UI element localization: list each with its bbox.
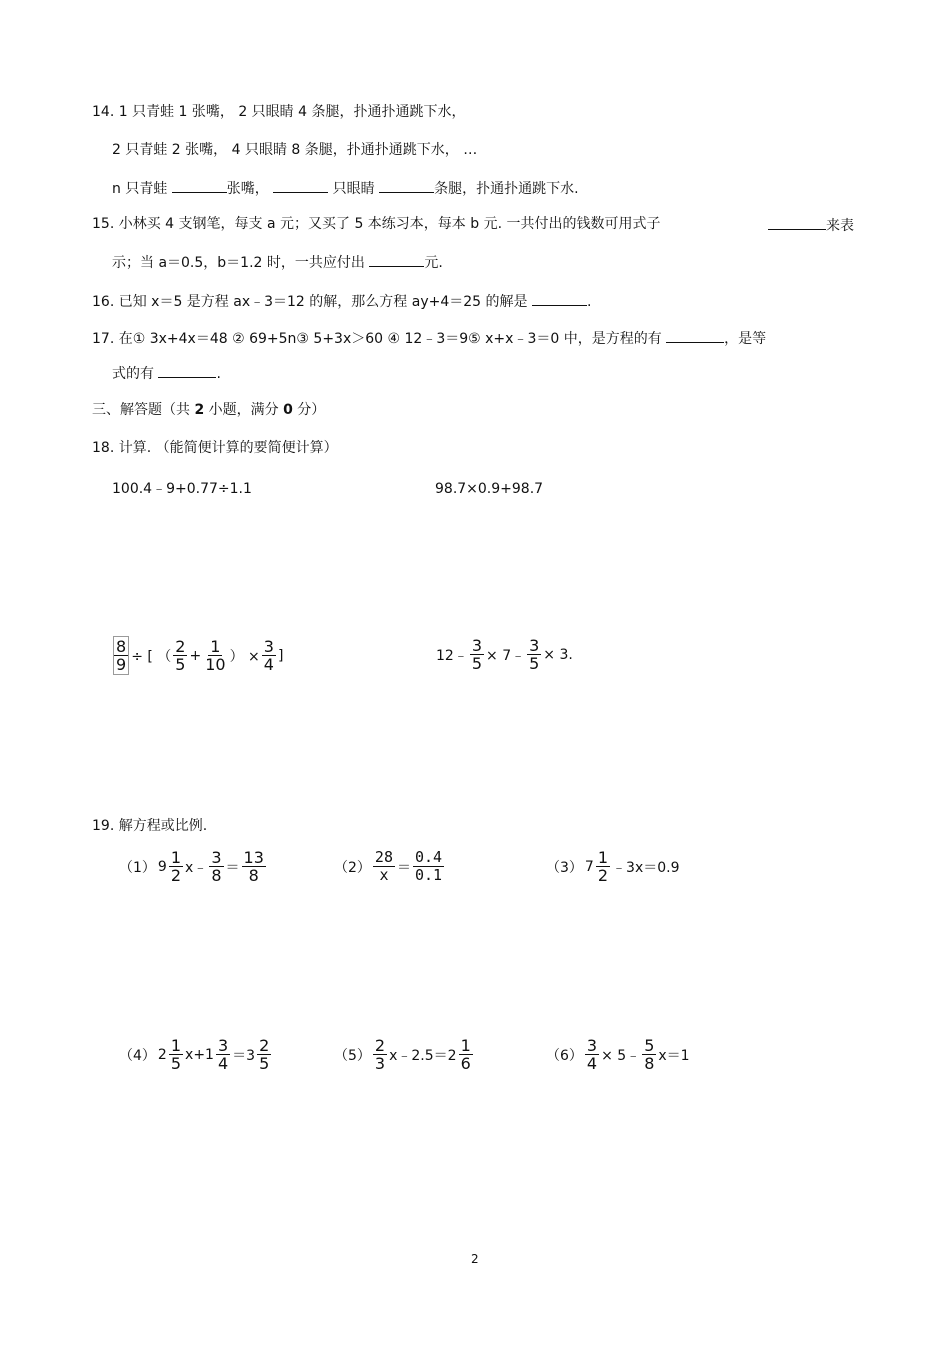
- eq-label: （3）: [546, 859, 583, 876]
- q17-line1-end: ，是等: [724, 331, 767, 347]
- expr-text: × 3.: [543, 646, 573, 663]
- q17-line1: [92, 327, 766, 349]
- q19-eq4: [118, 1037, 272, 1072]
- eq-label: （5）: [334, 1047, 371, 1064]
- numerator: 1: [597, 848, 609, 867]
- q14-line3: [112, 177, 579, 199]
- expr-text: ÷ [ （: [131, 648, 172, 665]
- denominator: 2: [170, 866, 182, 885]
- denominator: 5: [471, 654, 483, 673]
- eq-label: （6）: [546, 1047, 583, 1064]
- fraction: [459, 1037, 473, 1072]
- denominator: 10: [205, 655, 226, 674]
- numerator: 8: [116, 637, 127, 656]
- q19-eq1: [118, 849, 267, 884]
- q17-line2-a: 式的有: [112, 366, 159, 382]
- denominator: 4: [217, 1054, 229, 1073]
- expr-text: × 5﹣: [601, 1047, 641, 1064]
- numerator: 13: [243, 848, 264, 867]
- denominator: x: [379, 866, 389, 884]
- denominator: 4: [263, 655, 274, 674]
- denominator: 8: [211, 866, 222, 885]
- fraction: [373, 849, 395, 884]
- fraction: [113, 636, 129, 675]
- expr-text: ） ×: [229, 648, 260, 665]
- fraction: [373, 1037, 387, 1072]
- answer-blank[interactable]: [666, 327, 724, 343]
- q14-line1: 14. 1 只青蛙 1 张嘴， 2 只眼睛 4 条腿，扑通扑通跳下水，: [92, 104, 466, 120]
- eq-label: （4）: [119, 1047, 156, 1064]
- q18-expr2: 98.7×0.9+98.7: [435, 481, 544, 497]
- expr-text: x＝1: [658, 1047, 690, 1064]
- fraction: [203, 638, 227, 673]
- section-heading-score: 0: [283, 402, 293, 418]
- fraction: [262, 638, 276, 673]
- fraction: [527, 637, 541, 672]
- numerator: 2: [259, 1036, 270, 1055]
- numerator: 2: [175, 637, 186, 656]
- denominator: 5: [175, 655, 186, 674]
- eq-label: （1）: [119, 859, 156, 876]
- q16-text: 16. 已知 x＝5 是方程 ax﹣3＝12 的解，那么方程 ay+4＝25 的解是: [92, 294, 532, 310]
- answer-blank[interactable]: [172, 177, 227, 193]
- numerator: 2: [374, 1036, 386, 1055]
- expr-text: ＝: [396, 859, 411, 876]
- denominator: 8: [644, 1054, 655, 1073]
- numerator: 3: [263, 637, 274, 656]
- fraction: [209, 849, 223, 884]
- expr-text: ＝3: [232, 1047, 256, 1064]
- q14-line3-b: 张嘴，: [226, 181, 274, 197]
- denominator: 4: [586, 1054, 598, 1073]
- fraction: [173, 638, 187, 673]
- numerator: 1: [460, 1036, 471, 1055]
- numerator: 5: [644, 1036, 655, 1055]
- numerator: 1: [170, 1036, 182, 1055]
- numerator: 0.4: [414, 848, 443, 866]
- q19-eq2: [333, 849, 445, 884]
- denominator: 5: [259, 1054, 270, 1073]
- answer-blank[interactable]: [532, 290, 587, 306]
- fraction: [242, 849, 266, 884]
- q18-expr1: 100.4﹣9+0.77÷1.1: [112, 481, 252, 497]
- q18-title: 18. 计算. （能简便计算的要简便计算）: [92, 440, 338, 456]
- denominator: 5: [170, 1054, 182, 1073]
- q14-line2: 2 只青蛙 2 张嘴， 4 只眼睛 8 条腿，扑通扑通跳下水， …: [112, 142, 478, 158]
- numerator: 3: [586, 1036, 598, 1055]
- expr-text: × 7﹣: [486, 647, 526, 664]
- q15-line2-b: 元.: [424, 255, 443, 271]
- answer-blank[interactable]: [768, 214, 826, 230]
- q17-line1-text: 17. 在① 3x+4x＝48 ② 69+5n③ 5+3x＞60 ④ 12﹣3＝9⑤ x+x﹣3＝0 中，是方程的有: [92, 331, 667, 347]
- numerator: 3: [211, 848, 222, 867]
- numerator: 28: [374, 848, 393, 866]
- q15-line2: [112, 251, 443, 273]
- answer-blank[interactable]: [158, 362, 216, 378]
- expr-text: ＝: [225, 859, 240, 876]
- answer-blank[interactable]: [273, 177, 328, 193]
- fraction: [169, 1037, 183, 1072]
- fraction: [169, 849, 183, 884]
- section-heading-b: 小题，满分: [204, 402, 284, 418]
- expr-text: x﹣: [185, 859, 208, 876]
- section-heading-c: 分）: [292, 402, 326, 418]
- answer-blank[interactable]: [369, 251, 424, 267]
- q17-line2: [112, 362, 221, 384]
- fraction: [413, 849, 444, 884]
- q18-expr3: [112, 636, 284, 675]
- fraction: [642, 1037, 656, 1072]
- whole-number: 9: [157, 858, 167, 875]
- q16: [92, 290, 591, 312]
- section-heading: [92, 400, 325, 420]
- numerator: 3: [471, 636, 483, 655]
- expr-text: x﹣2.5＝2: [389, 1047, 457, 1064]
- expr-text: +: [189, 647, 202, 664]
- q14-line3-d: 条腿，扑通扑通跳下水.: [434, 181, 579, 197]
- q15-line1-end-text: 来表: [826, 218, 854, 234]
- answer-blank[interactable]: [379, 177, 434, 193]
- denominator: 9: [116, 655, 127, 674]
- eq-label: （2）: [334, 859, 371, 876]
- whole-number: 7: [584, 858, 594, 875]
- q19-title: 19. 解方程或比例.: [92, 818, 208, 834]
- expr-text: 12﹣: [436, 647, 468, 664]
- q14-line3-a: n 只青蛙: [112, 181, 172, 197]
- q16-end: .: [586, 294, 592, 310]
- expr-text: ]: [277, 647, 284, 664]
- numerator: 3: [529, 636, 540, 655]
- q19-eq6: [545, 1037, 691, 1072]
- denominator: 2: [597, 866, 609, 885]
- denominator: 0.1: [414, 866, 443, 884]
- denominator: 3: [374, 1054, 386, 1073]
- fraction: [257, 1037, 271, 1072]
- q15-line1-end: [768, 214, 854, 236]
- fraction: [470, 637, 484, 672]
- denominator: 6: [460, 1054, 471, 1073]
- q15-line2-a: 示；当 a＝0.5，b＝1.2 时，一共应付出: [112, 255, 370, 271]
- q17-line2-b: .: [216, 366, 221, 382]
- q15-line1: 15. 小林买 4 支钢笔，每支 a 元；又买了 5 本练习本，每本 b 元. 一共付出的钱数可用式子: [92, 216, 661, 232]
- section-heading-a: 三、解答题（共: [92, 402, 195, 418]
- section-heading-count: 2: [194, 402, 205, 418]
- fraction: [216, 1037, 230, 1072]
- q19-eq5: [333, 1037, 474, 1072]
- numerator: 1: [170, 848, 182, 867]
- fraction: [596, 849, 610, 884]
- q19-eq3: [545, 849, 681, 884]
- page-number: 2: [471, 1252, 479, 1266]
- expr-text: ﹣3x＝0.9: [612, 859, 680, 876]
- numerator: 3: [217, 1036, 229, 1055]
- whole-number: 2: [157, 1046, 167, 1063]
- denominator: 8: [248, 866, 259, 885]
- fraction: [585, 1037, 599, 1072]
- denominator: 5: [529, 654, 540, 673]
- numerator: 1: [210, 637, 221, 656]
- q14-line3-c: 只眼睛: [328, 181, 380, 197]
- q18-expr4: [435, 637, 574, 672]
- expr-text: x+1: [185, 1046, 214, 1063]
